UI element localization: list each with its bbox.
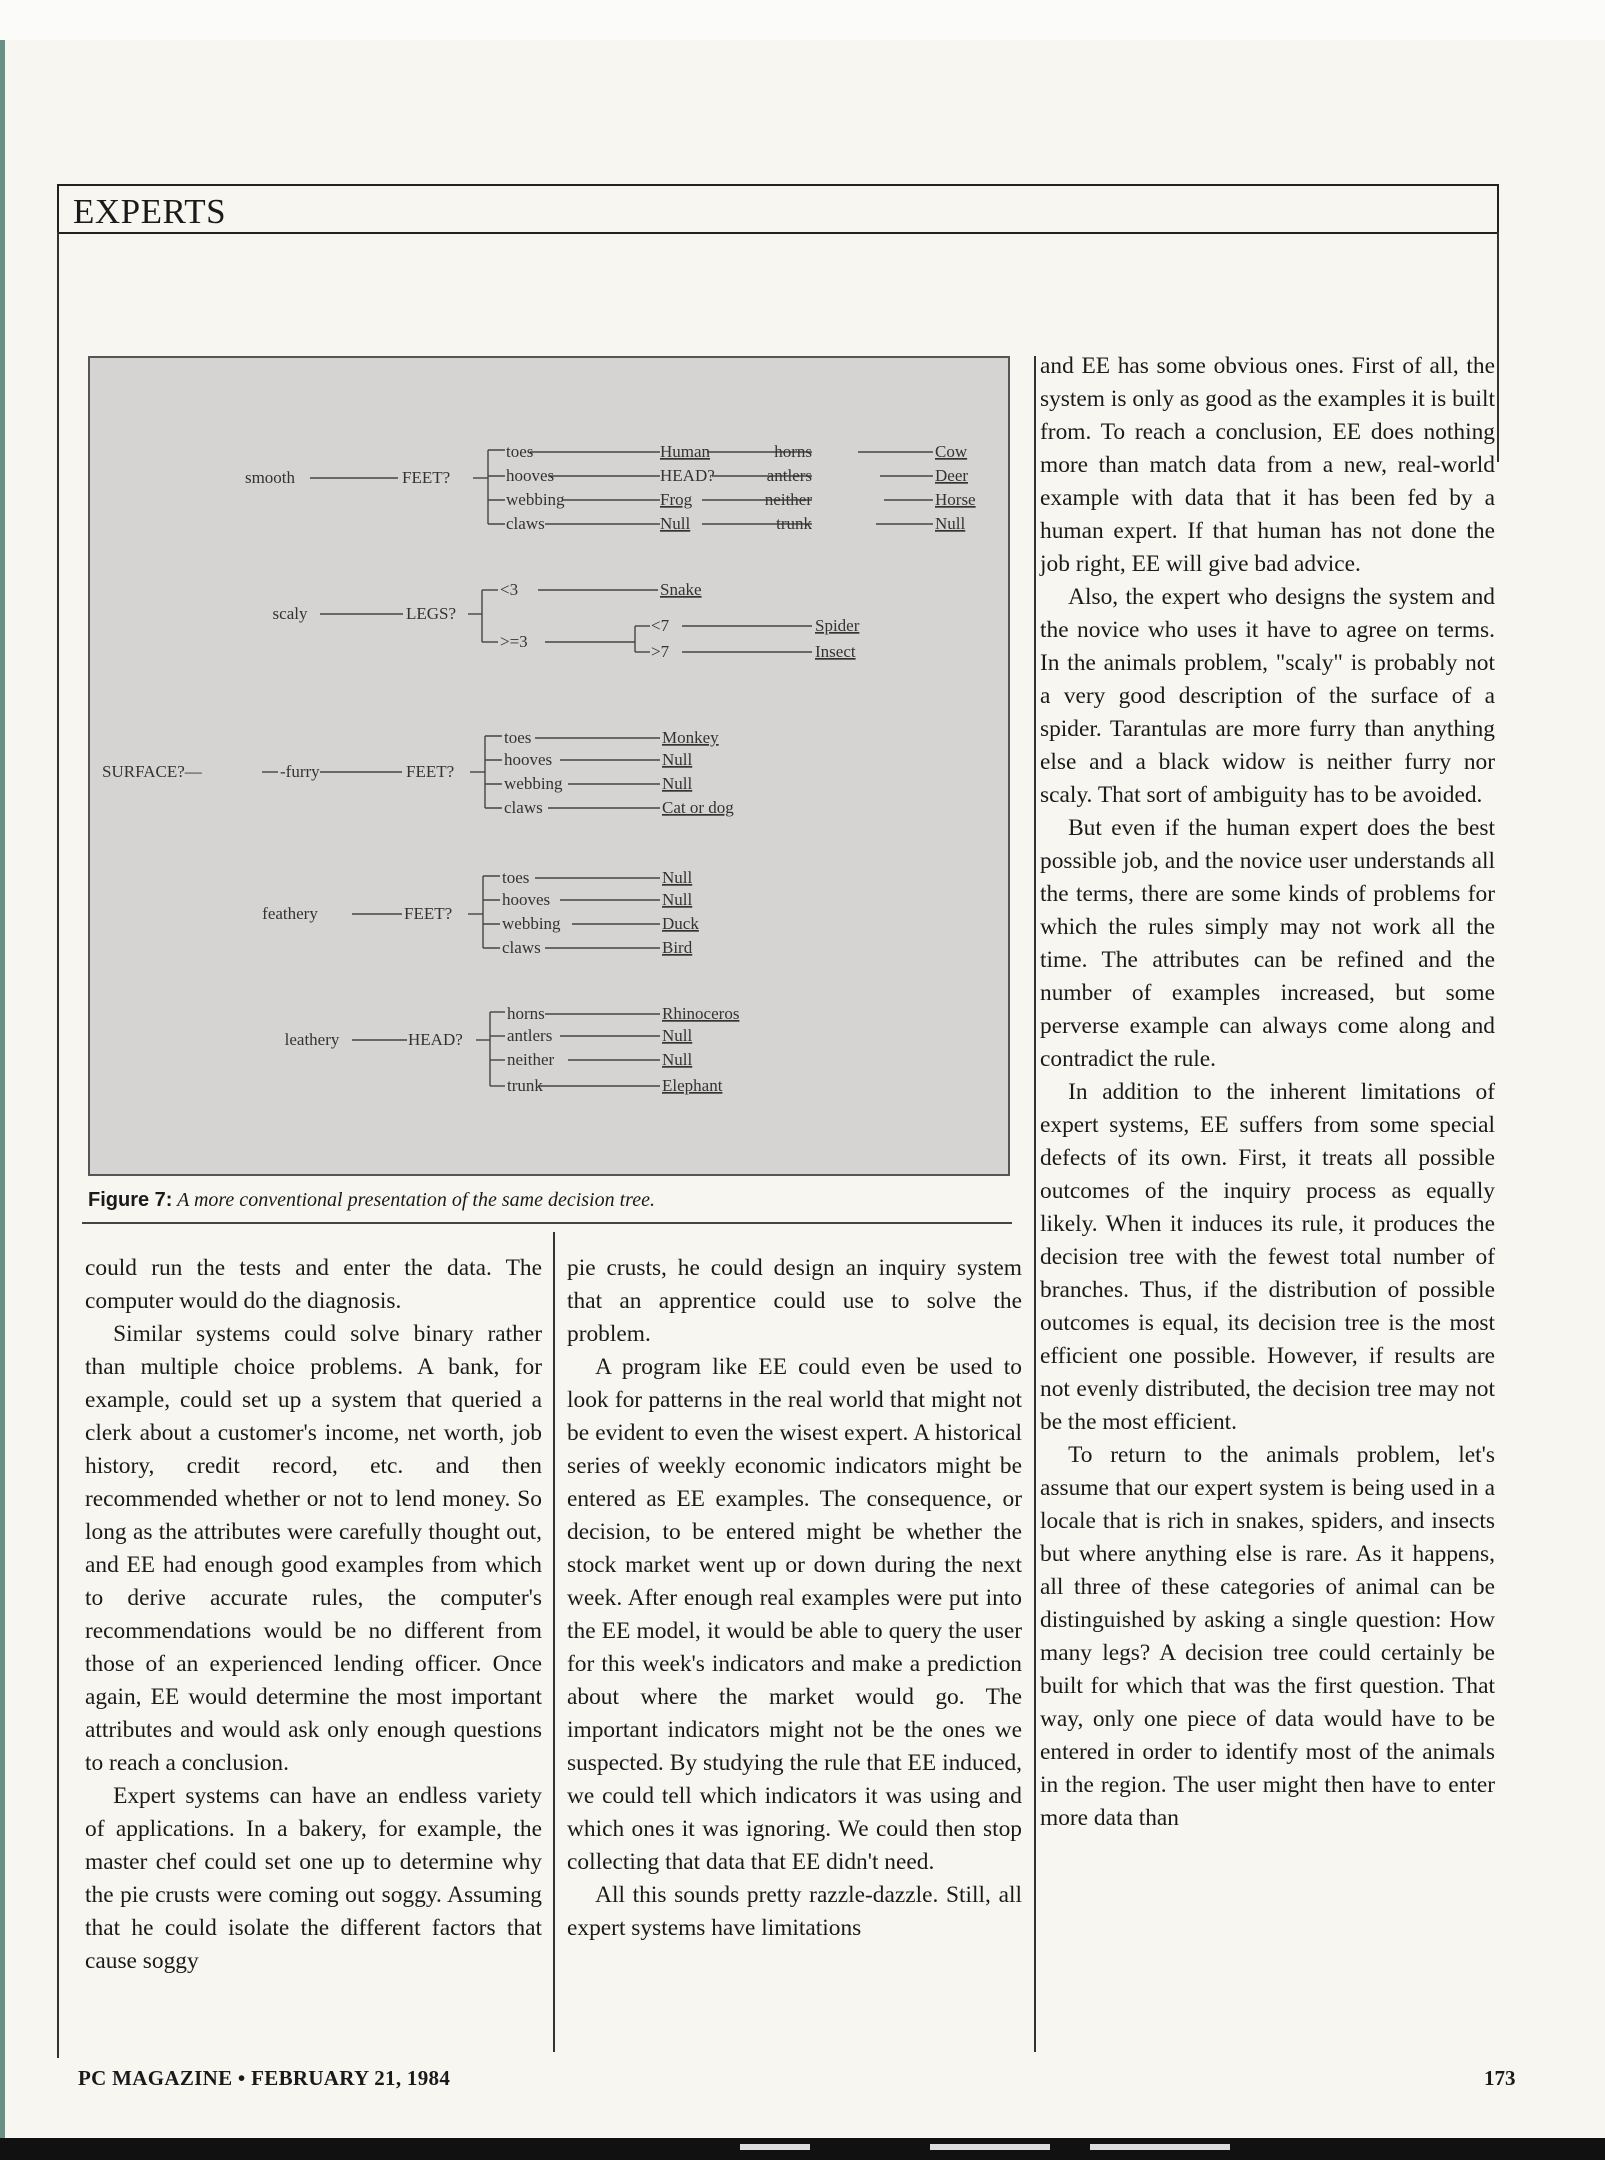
paragraph: But even if the human expert does the best possible job, and the novice user understands all the terms, there are some kinds of problems for which the rules simply may not work all the time. The attributes can be refined and the number of examples increased, but some perverse example can always come along and contradict the rule. [1040, 815, 1495, 1072]
attr-label: trunk [507, 1076, 543, 1095]
attr-label: antlers [507, 1026, 553, 1045]
footer-publication: PC MAGAZINE • FEBRUARY 21, 1984 [78, 2066, 451, 2090]
attr-label: neither [764, 490, 812, 509]
result-label: Cow [935, 442, 968, 461]
result-label: Frog [660, 490, 693, 509]
paragraph: pie crusts, he could design an inquiry system that an apprentice could use to solve the problem. [567, 1255, 1022, 1347]
result-label: Cat or dog [662, 798, 734, 817]
page-edge [0, 0, 5, 2160]
scan-artifact [740, 2144, 810, 2150]
paragraph: In addition to the inherent limitations of expert systems, EE suffers from some special defects of its own. First, it treats all possible outcomes of the inquiry process as equally likely. When it induces its rule, it produces the decision tree with the fewest total number of branches. Thus, if the distribution of possible outcomes is equal, its decision tree is the most efficient one possible. However, if results are not evenly distributed, the decision tree may not be the most efficient. [1040, 1079, 1495, 1435]
result-label: Human [660, 442, 711, 461]
question-feet: FEET? [404, 904, 453, 923]
attr-label: claws [502, 938, 541, 957]
paragraph: and EE has some obvious ones. First of all, the system is only as good as the examples it is built from. To reach a conclusion, EE does nothing more than match data from a new, real-world example with data that it has been fed by a human expert. If that human has not done the job right, EE will give bad advice. [1040, 353, 1495, 577]
question-head: HEAD? [408, 1030, 463, 1049]
result-label: Bird [662, 938, 693, 957]
attr-label: >=3 [500, 632, 528, 651]
result-label: Insect [815, 642, 856, 661]
decision-tree-figure [88, 356, 1010, 1176]
paragraph: To return to the animals problem, let's assume that our expert system is being used in a locale that is rich in snakes, spiders, and insects but where anything else is rare. As it happens, all three of these categories of animal can be distinguished by asking a single question: How many legs? A decision tree could certainly be built for which that was the first question. That way, only one piece of data would have to be entered in order to identify most of the animals in the region. The user might then have to enter more data than [1040, 1442, 1495, 1831]
attr-label: antlers [766, 466, 812, 485]
root-question: SURFACE?— [102, 762, 202, 781]
branch-feathery: feathery [262, 904, 318, 923]
attr-label: hooves [506, 466, 555, 485]
attr-label: neither [507, 1050, 555, 1069]
attr-label: horns [774, 442, 812, 461]
article-column-middle [567, 1252, 1022, 1945]
section-title: EXPERTS [73, 192, 227, 231]
result-label: Spider [815, 616, 860, 635]
attr-label: hooves [502, 890, 551, 909]
question-head: HEAD? [660, 466, 715, 485]
figure-caption-text: A more conventional presentation of the same decision tree. [177, 1189, 655, 1211]
result-label: Null [662, 750, 693, 769]
article-column-left [85, 1252, 542, 1978]
frame-rule-right [1497, 232, 1499, 462]
attr-label: <7 [651, 616, 670, 635]
scan-artifact [1090, 2144, 1230, 2150]
result-label: Monkey [662, 728, 719, 747]
attr-label: hooves [504, 750, 553, 769]
column-divider [1034, 356, 1036, 2052]
branch-leathery: leathery [284, 1030, 340, 1049]
question-feet: FEET? [402, 468, 451, 487]
paragraph: Similar systems could solve binary rather than multiple choice problems. A bank, for example, could set up a system that queried a clerk about a customer's income, net worth, job history, credit record, etc. and then recommended whether or not to lend money. So long as the attributes were carefully thought out, and EE had enough good examples from which to derive accurate rules, the computer's recommendations would be no different from those of an experienced lending officer. Once again, EE would determine the most important attributes and would ask only enough questions to reach a conclusion. [85, 1321, 542, 1776]
paragraph: Also, the expert who designs the system and the novice who uses it have to agree on terms. In the animals problem, "scaly" is probably not a very good description of the surface of a spider. Tarantulas are more furry than anything else and a black widow is neither furry nor scaly. That sort of ambiguity has to be avoided. [1040, 584, 1495, 808]
paragraph: could run the tests and enter the data. The computer would do the diagnosis. [85, 1255, 542, 1314]
attr-label: toes [504, 728, 532, 747]
attr-label: >7 [651, 642, 670, 661]
attr-label: trunk [776, 514, 812, 533]
result-label: Null [662, 868, 693, 887]
branch-scaly: scaly [272, 604, 308, 623]
section-header [57, 184, 1499, 234]
result-label: Snake [660, 580, 702, 599]
scan-artifact [930, 2144, 1050, 2150]
page-number: 173 [1484, 2066, 1516, 2090]
column-divider [553, 1232, 555, 2052]
result-label: Horse [935, 490, 976, 509]
branch-smooth: smooth [244, 468, 296, 487]
result-label: Elephant [662, 1076, 723, 1095]
result-label: Duck [662, 914, 699, 933]
attr-label: webbing [504, 774, 563, 793]
attr-label: toes [506, 442, 534, 461]
question-legs: LEGS? [406, 604, 457, 623]
attr-label: webbing [502, 914, 561, 933]
result-label: Null [662, 1026, 693, 1045]
attr-label: horns [507, 1004, 545, 1023]
paragraph: A program like EE could even be used to look for patterns in the real world that might not be evident to even the wisest expert. A historical series of weekly economic indicators might be entered as EE examples. The consequence, or decision, to be entered might be whether the stock market went up or down during the next week. After enough real examples were put into the EE model, it would be able to query the user for this week's indicators and make a prediction about where the market would go. The important indicators might not be the ones we suspected. By studying the rule that EE induced, we could tell which indicators it was using and which ones it was ignoring. We could then stop collecting that data that EE didn't need. [567, 1354, 1022, 1875]
result-label: Null [662, 890, 693, 909]
question-feet: FEET? [406, 762, 455, 781]
paragraph: All this sounds pretty razzle-dazzle. Still, all expert systems have limitations [567, 1882, 1022, 1941]
branch-furry: -furry [280, 762, 320, 781]
article-column-right [1040, 350, 1495, 1835]
result-label: Rhinoceros [662, 1004, 740, 1023]
attr-label: webbing [506, 490, 565, 509]
attr-label: <3 [500, 580, 519, 599]
decision-tree-diagram [90, 358, 1008, 1174]
result-label: Null [662, 1050, 693, 1069]
attr-label: toes [502, 868, 530, 887]
top-margin [0, 0, 1605, 40]
figure-label: Figure 7: [88, 1189, 173, 1211]
result-label: Deer [935, 466, 969, 485]
result-label: Null [662, 774, 693, 793]
frame-rule-left [57, 232, 59, 2058]
caption-divider [82, 1222, 1012, 1224]
paragraph: Expert systems can have an endless variety of applications. In a bakery, for example, the master chef could set one up to determine why the pie crusts were coming out soggy. Assuming that he could isolate the different factors that cause soggy [85, 1783, 542, 1974]
figure-caption [88, 1189, 655, 1212]
result-label: Null [935, 514, 966, 533]
attr-label: claws [504, 798, 543, 817]
result-label: Null [660, 514, 691, 533]
attr-label: claws [506, 514, 545, 533]
